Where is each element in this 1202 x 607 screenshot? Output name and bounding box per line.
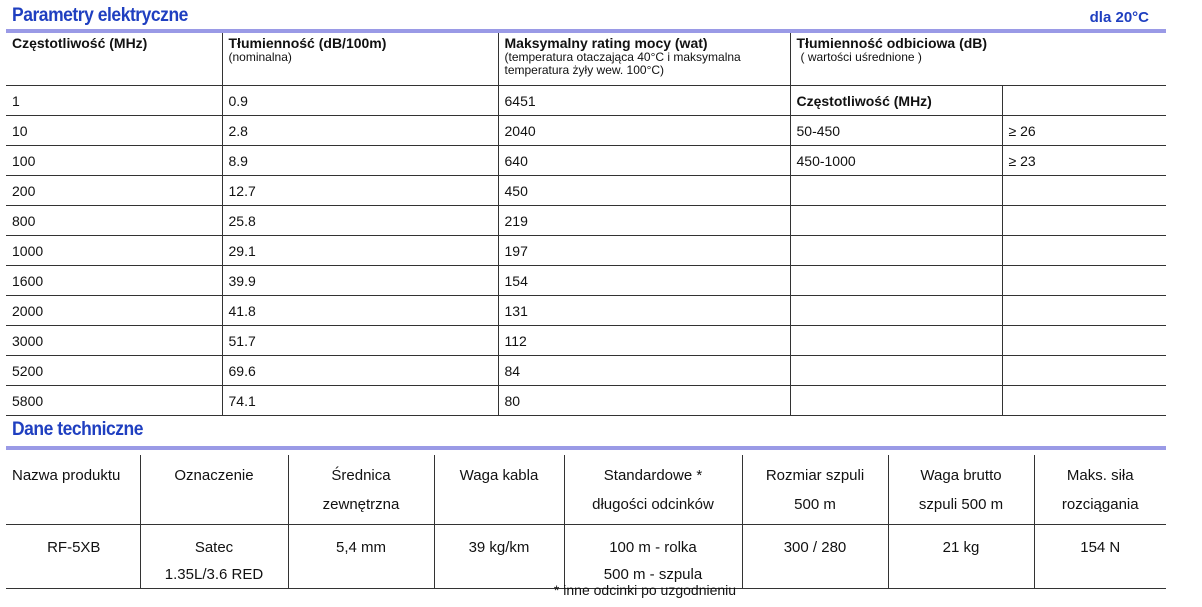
header-cable-weight — [434, 455, 564, 525]
cell-attenuation: 41.8 — [222, 295, 498, 325]
table-row — [6, 115, 1166, 145]
cell-frequency: 800 — [6, 205, 222, 235]
cell-line: 100 m - rolka — [609, 539, 697, 556]
cell-max-power: 6451 — [498, 85, 790, 115]
electrical-parameters-table — [6, 33, 1166, 416]
cell-line: Satec — [194, 539, 234, 556]
cell-max-power: 219 — [498, 205, 790, 235]
cell-attenuation: 25.8 — [222, 205, 498, 235]
header-spool-size — [742, 455, 888, 525]
header-return-loss: Tłumienność odbiciowa (dB) ( wartości uśrednione ) — [790, 33, 1166, 85]
cell-attenuation: 8.9 — [222, 145, 498, 175]
table-row — [6, 85, 1166, 115]
cell-max-power: 80 — [498, 385, 790, 415]
cell-frequency: 200 — [6, 175, 222, 205]
cell-frequency: 2000 — [6, 295, 222, 325]
table-row — [6, 265, 1166, 295]
header-line: Standardowe * — [603, 467, 703, 484]
header-line: 500 m — [794, 496, 836, 513]
cell-attenuation: 74.1 — [222, 385, 498, 415]
cell-empty — [1002, 85, 1166, 115]
header-line: Nazwa produktu — [12, 467, 121, 484]
header-gross-weight — [888, 455, 1034, 525]
table-header-row — [6, 33, 1166, 85]
header-line: rozciągania — [1061, 496, 1139, 513]
cell-empty — [1002, 295, 1166, 325]
technical-data-table — [6, 455, 1166, 589]
header-line: Średnica — [331, 467, 391, 484]
cell-line: 5,4 mm — [335, 539, 386, 556]
table-row — [6, 145, 1166, 175]
cell-spool-size — [742, 525, 888, 589]
cell-line: 300 / 280 — [783, 539, 847, 556]
table-row — [6, 355, 1166, 385]
cell-max-tensile-force — [1034, 525, 1166, 589]
section-divider — [6, 446, 1166, 450]
cell-attenuation: 29.1 — [222, 235, 498, 265]
cell-max-power: 640 — [498, 145, 790, 175]
header-max-power: Maksymalny rating mocy (wat) (temperatura otaczająca 40°C i maksymalna temperatura żyły wew. 100°C) — [498, 33, 790, 85]
header-line: Rozmiar szpuli — [765, 467, 865, 484]
header-attenuation: Tłumienność (dB/100m) (nominalna) — [222, 33, 498, 85]
return-loss-subheader: Częstotliwość (MHz) — [790, 85, 1002, 115]
header-designation — [140, 455, 288, 525]
cell-max-power: 112 — [498, 325, 790, 355]
table-row — [6, 235, 1166, 265]
section-title-electrical: Parametry elektryczne — [12, 5, 188, 26]
table-row — [6, 205, 1166, 235]
cell-empty — [790, 175, 1002, 205]
cell-attenuation: 2.8 — [222, 115, 498, 145]
cell-empty — [1002, 205, 1166, 235]
header-line: szpuli 500 m — [918, 496, 1004, 513]
cell-empty — [1002, 175, 1166, 205]
cell-gross-weight — [888, 525, 1034, 589]
cell-designation — [140, 525, 288, 589]
section-title-technical: Dane techniczne — [12, 419, 144, 440]
cell-empty — [790, 235, 1002, 265]
footnote: * inne odcinki po uzgodnieniu — [553, 582, 737, 598]
table-header-row — [6, 455, 1166, 525]
cell-max-power: 84 — [498, 355, 790, 385]
cell-frequency: 1 — [6, 85, 222, 115]
cell-frequency: 5200 — [6, 355, 222, 385]
cell-attenuation: 0.9 — [222, 85, 498, 115]
header-outer-diameter — [288, 455, 434, 525]
cell-empty — [1002, 355, 1166, 385]
table-row — [6, 175, 1166, 205]
header-standard-lengths — [564, 455, 742, 525]
table-row — [6, 295, 1166, 325]
table-row — [6, 525, 1166, 589]
cell-frequency: 5800 — [6, 385, 222, 415]
cell-line: RF-5XB — [47, 539, 101, 556]
cell-empty — [790, 325, 1002, 355]
header-line: zewnętrzna — [322, 496, 400, 513]
table-row — [6, 325, 1166, 355]
header-frequency: Częstotliwość (MHz) — [12, 35, 148, 51]
cell-max-power: 131 — [498, 295, 790, 325]
header-max-tensile-force — [1034, 455, 1166, 525]
cell-product-name — [6, 525, 140, 589]
cell-cable-weight — [434, 525, 564, 589]
header-product-name — [6, 455, 140, 525]
header-line: Oznaczenie — [174, 467, 254, 484]
header-line: długości odcinków — [592, 496, 714, 513]
cell-empty — [1002, 265, 1166, 295]
header-line: Waga brutto — [920, 467, 1002, 484]
cell-empty — [1002, 235, 1166, 265]
cell-line: 1.35L/3.6 RED — [164, 566, 264, 583]
cell-empty — [790, 355, 1002, 385]
cell-max-power: 450 — [498, 175, 790, 205]
table-row — [6, 385, 1166, 415]
cell-line: 154 N — [1080, 539, 1121, 556]
header-line: Waga kabla — [459, 467, 539, 484]
cell-empty — [1002, 325, 1166, 355]
cell-frequency: 3000 — [6, 325, 222, 355]
cell-max-power: 197 — [498, 235, 790, 265]
cell-line: 21 kg — [942, 539, 980, 556]
cell-attenuation: 39.9 — [222, 265, 498, 295]
cell-empty — [790, 265, 1002, 295]
cell-empty — [790, 295, 1002, 325]
cell-line: 39 kg/km — [468, 539, 530, 556]
cell-standard-lengths — [564, 525, 742, 589]
cell-empty — [790, 205, 1002, 235]
cell-return-loss-range: 50-450 — [790, 115, 1002, 145]
header-line: Maks. siła — [1066, 467, 1134, 484]
cell-return-loss-range: 450-1000 — [790, 145, 1002, 175]
cell-return-loss-value: ≥ 23 — [1002, 145, 1166, 175]
cell-attenuation: 12.7 — [222, 175, 498, 205]
cell-max-power: 2040 — [498, 115, 790, 145]
cell-frequency: 10 — [6, 115, 222, 145]
temperature-note: dla 20°C — [1089, 9, 1149, 26]
cell-empty — [1002, 385, 1166, 415]
cell-line: 500 m - szpula — [603, 566, 703, 583]
cell-frequency: 1600 — [6, 265, 222, 295]
cell-attenuation: 51.7 — [222, 325, 498, 355]
cell-frequency: 1000 — [6, 235, 222, 265]
cell-return-loss-value: ≥ 26 — [1002, 115, 1166, 145]
cell-attenuation: 69.6 — [222, 355, 498, 385]
cell-max-power: 154 — [498, 265, 790, 295]
cell-outer-diameter — [288, 525, 434, 589]
cell-empty — [790, 385, 1002, 415]
cell-frequency: 100 — [6, 145, 222, 175]
